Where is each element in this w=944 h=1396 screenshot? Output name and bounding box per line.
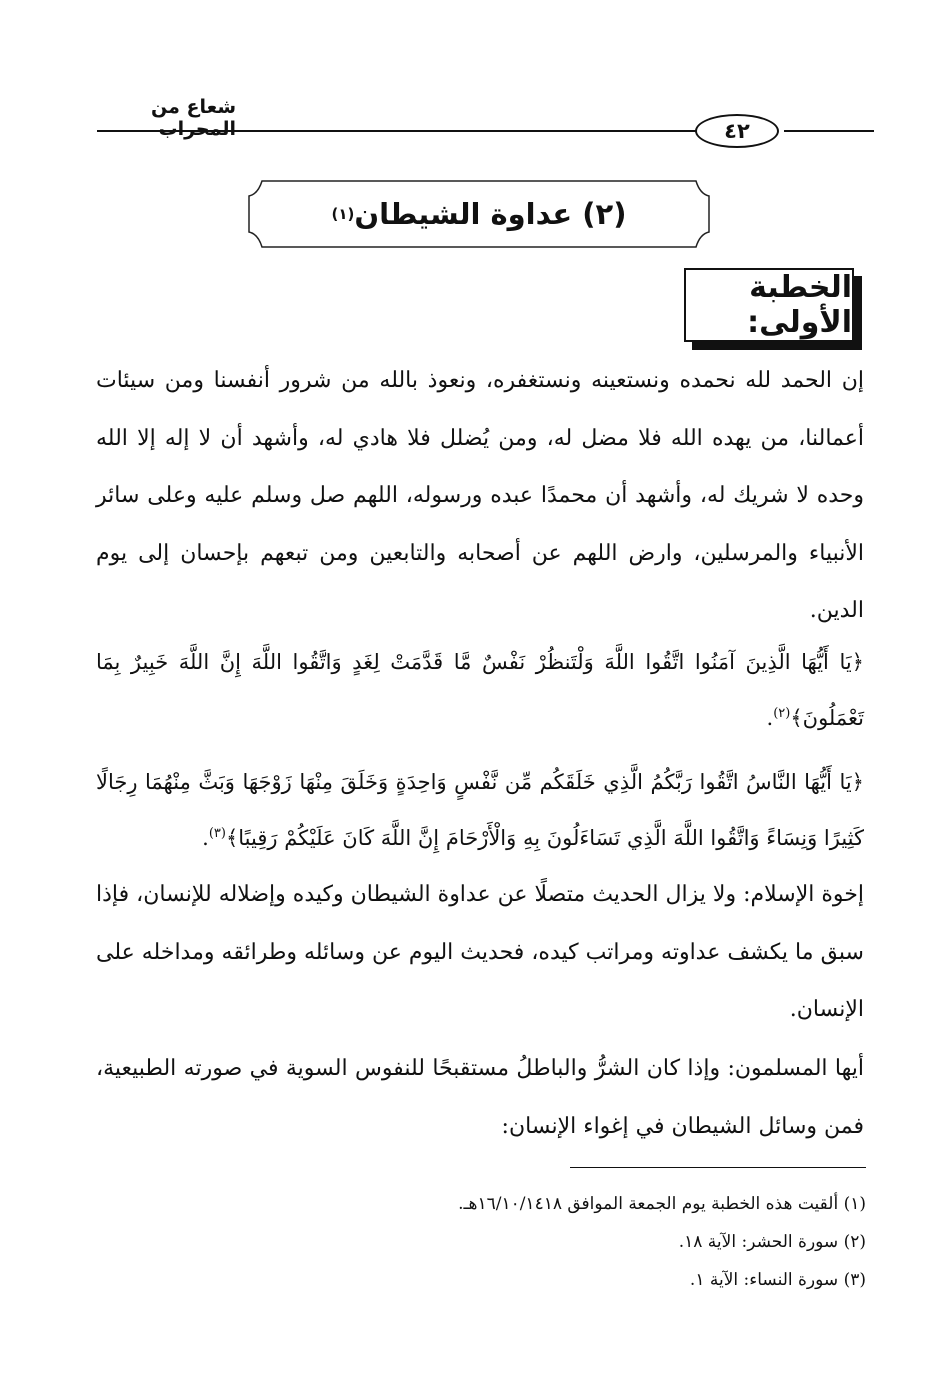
verse-footnote-ref: (٢) [773,706,791,721]
quran-verse: ﴿يَا أَيُّهَا النَّاسُ اتَّقُوا رَبَّكُمُ الَّذِي خَلَقَكُم مِّن نَّفْسٍ وَاحِدَةٍ وَخَلَقَ مِنْهَا زَوْجَهَا وَبَثَّ مِنْهُمَا رِجَالًا كَثِيرًا وَنِسَاءً وَاتَّقُوا اللَّهَ الَّذِي تَسَاءَلُونَ بِهِ وَالْأَرْحَامَ إِنَّ اللَّهَ كَانَ عَلَيْكُمْ رَقِيبًا﴾$^{(٣)}$. [96,770,864,850]
book-title: شعاع من المحراب [151,96,236,140]
section-heading: الخطبة الأولى: [684,268,854,342]
body-paragraph: إخوة الإسلام: ولا يزال الحديث متصلًا عن عداوة الشيطان وكيده وإضلاله للإنسان، فإذا سبق ما يكشف عداوته ومراتب كيده، فحديث اليوم عن وسائله وطرائقه ومداخله على الإنسان. [96,882,864,1022]
verse-text: ﴿يَا أَيُّهَا الَّذِينَ آمَنُوا اتَّقُوا اللَّهَ وَلْتَنظُرْ نَفْسٌ مَّا قَدَّمَتْ لِغَدٍ وَاتَّقُوا اللَّهَ إِنَّ اللَّهَ خَبِيرٌ بِمَا تَعْمَلُونَ﴾ [96,650,864,730]
page-number: ٤٢ [695,114,779,148]
header-rule [97,130,697,132]
quran-verse: ﴿يَا أَيُّهَا الَّذِينَ آمَنُوا اتَّقُوا اللَّهَ وَلْتَنظُرْ نَفْسٌ مَّا قَدَّمَتْ لِغَدٍ وَاتَّقُوا اللَّهَ إِنَّ اللَّهَ خَبِيرٌ بِمَا تَعْمَلُونَ﴾$^{(٢)}$. [96,650,864,730]
chapter-title-text: (٢) عداوة الشيطان [354,197,627,231]
opening-paragraph: إن الحمد لله نحمده ونستعينه ونستغفره، ونعوذ بالله من شرور أنفسنا ومن سيئات أعمالنا، من يهده الله فلا مضل له، ومن يُضلل فلا هادي له، وأشهد أن لا إله إلا الله وحده لا شريك له، وأشهد أن محمدًا عبده ورسوله، اللهم صل وسلم عليه وعلى سائر الأنبياء والمرسلين، وارض اللهم عن أصحابه والتابعين ومن تبعهم بإحسان إلى يوم الدين. [96,368,864,623]
verse-text: ﴿يَا أَيُّهَا النَّاسُ اتَّقُوا رَبَّكُمُ الَّذِي خَلَقَكُم مِّن نَّفْسٍ وَاحِدَةٍ وَخَلَقَ مِنْهَا زَوْجَهَا وَبَثَّ مِنْهُمَا رِجَالًا كَثِيرًا وَنِسَاءً وَاتَّقُوا اللَّهَ الَّذِي تَسَاءَلُونَ بِهِ وَالْأَرْحَامَ إِنَّ اللَّهَ كَانَ عَلَيْكُمْ رَقِيبًا﴾ [96,770,864,850]
chapter-footnote-ref: (١) [331,205,355,223]
verse-footnote-ref: (٣) [208,826,226,841]
footnote-rule [570,1167,866,1168]
footnote: (٢) سورة الحشر: الآية ١٨. [678,1232,866,1252]
header-rule [784,130,874,132]
chapter-title [248,180,710,248]
body-paragraph: أيها المسلمون: وإذا كان الشرُّ والباطلُ مستقبحًا للنفوس السوية في صورته الطبيعية، فمن وسائل الشيطان في إغواء الإنسان: [96,1056,864,1139]
footnote: (١) ألقيت هذه الخطبة يوم الجمعة الموافق ١٦/١٠/١٤١٨هـ. [458,1194,866,1214]
footnote: (٣) سورة النساء: الآية ١. [689,1270,866,1290]
